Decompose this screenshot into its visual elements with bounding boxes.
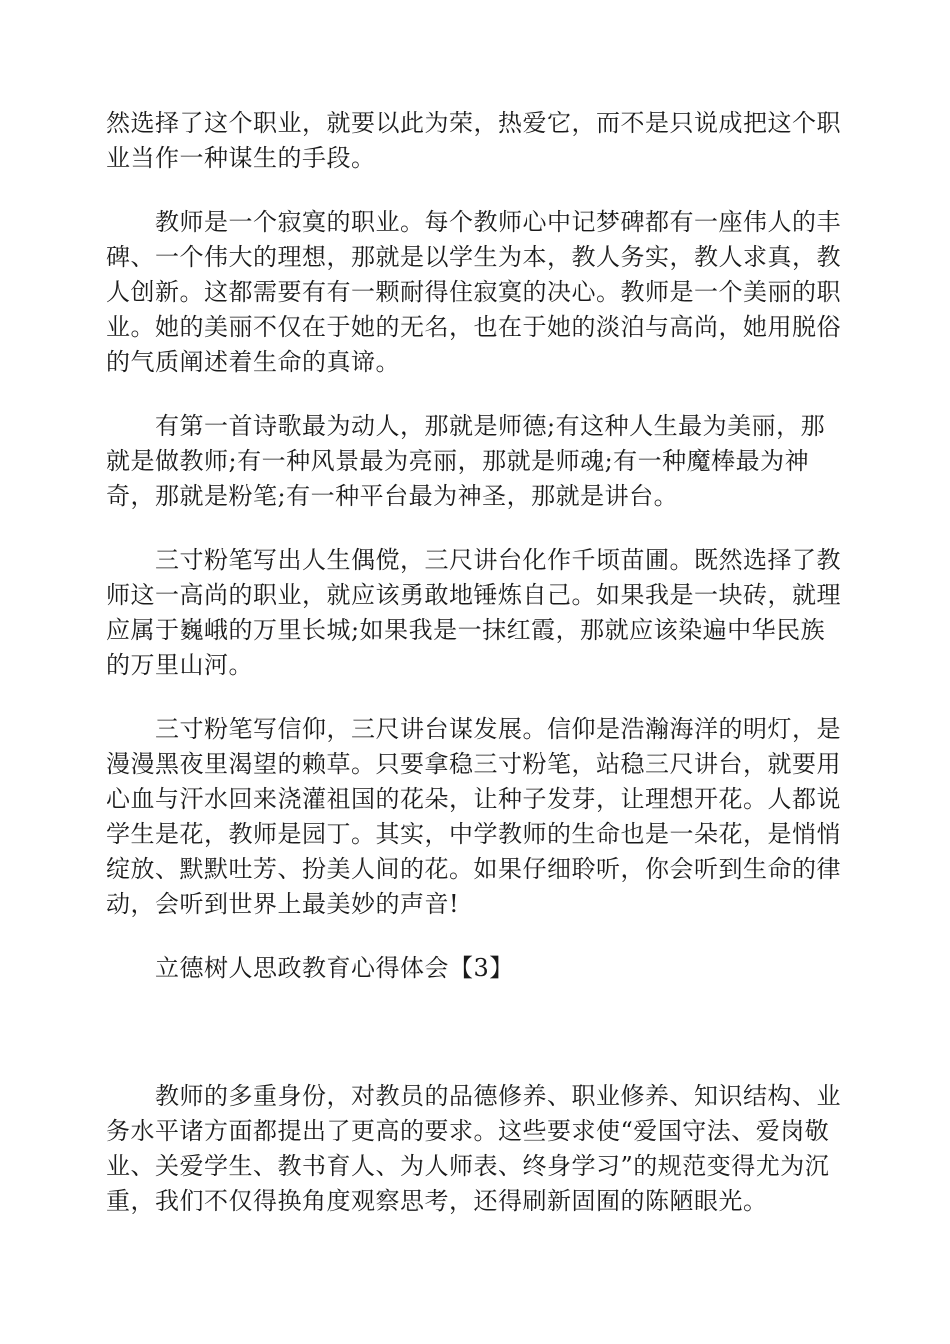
document-body bbox=[106, 106, 844, 1248]
paragraph-multiple-identities: 教师的多重身份，对教员的品德修养、职业修养、知识结构、业务水平诸方面都提出了更高的要求。这些要求使“爱国守法、爱岗敬业、关爱学生、教书育人、为人师表、终身学习”的规范变得尤为沉重，我们不仅得换角度观察思考，还得刷新固囿的陈陋眼光。 bbox=[106, 1082, 841, 1215]
paragraph-continuation: 然选择了这个职业，就要以此为荣，热爱它，而不是只说成把这个职业当作一种谋生的手段。 bbox=[106, 109, 841, 172]
paragraph-belief: 三寸粉笔写信仰，三尺讲台谋发展。信仰是浩瀚海洋的明灯，是漫漫黑夜里渴望的赖草。只要拿稳三寸粉笔，站稳三尺讲台，就要用心血与汗水回来浇灌祖国的花朵，让种子发芽，让理想开花。人都说学生是花，教师是园丁。其实，中学教师的生命也是一朵花，是悄悄绽放、默默吐芳、扮美人间的花。如果仔细聆听，你会听到生命的律动，会听到世界上最美妙的声音! bbox=[106, 715, 841, 918]
paragraph-lonely-profession: 教师是一个寂寞的职业。每个教师心中记梦碑都有一座伟人的丰碑、一个伟大的理想，那就是以学生为本，教人务实，教人求真，教人创新。这都需要有有一颗耐得住寂寞的决心。教师是一个美丽的职业。她的美丽不仅在于她的无名，也在于她的淡泊与高尚，她用脱俗的气质阐述着生命的真谛。 bbox=[106, 208, 841, 376]
section-heading: 立德树人思政教育心得体会【3】 bbox=[155, 954, 514, 982]
paragraph-chalk-and-podium: 三寸粉笔写出人生偶傥，三尺讲台化作千顷苗圃。既然选择了教师这一高尚的职业，就应该勇敢地锤炼自己。如果我是一块砖，就理应属于巍峨的万里长城;如果我是一抹红霞，那就应该染遍中华民族的万里山河。 bbox=[106, 546, 841, 679]
paragraph-teacher-virtue: 有第一首诗歌最为动人，那就是师德;有这种人生最为美丽，那就是做教师;有一种风景最为亮丽，那就是师魂;有一种魔棒最为神奇，那就是粉笔;有一种平台最为神圣，那就是讲台。 bbox=[106, 412, 826, 510]
